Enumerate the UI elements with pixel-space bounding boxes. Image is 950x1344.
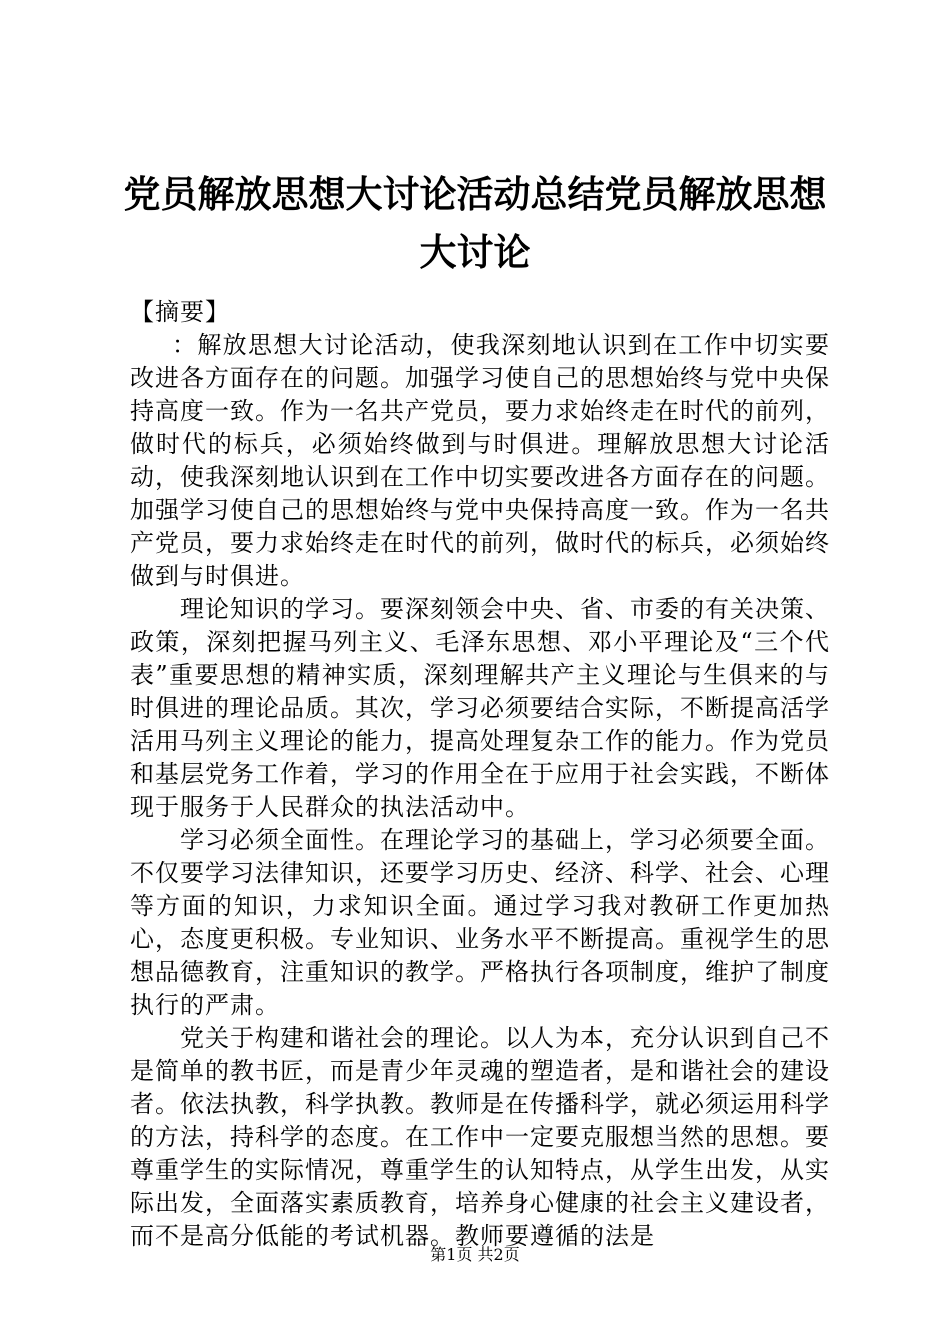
paragraph-summary: ：解放思想大讨论活动，使我深刻地认识到在工作中切实要改进各方面存在的问题。加强学习使自己的思想始终与党中央保持高度一致。作为一名共产党员，要力求始终走在时代的前列，做时代的标兵，必须始终做到与时俱进。理解放思想大讨论活动，使我深刻地认识到在工作中切实要改进各方面存在的问题。加强学习使自己的思想始终与党中央保持高度一致。作为一名共产党员，要力求始终走在时代的前列，做时代的标兵，必须始终做到与时俱进。 <box>130 331 830 590</box>
paragraph-theory-study: 理论知识的学习。要深刻领会中央、省、市委的有关决策、政策，深刻把握马列主义、毛泽东思想、邓小平理论及“三个代表”重要思想的精神实质，深刻理解共产主义理论与生俱来的与时俱进的理论品质。其次，学习必须要结合实际，不断提高活学活用马列主义理论的能力，提高处理复杂工作的能力。作为党员和基层党务工作着，学习的作用全在于应用于社会实践，不断体现于服务于人民群众的执法活动中。 <box>130 595 830 821</box>
page-footer: 第1页 共2页 <box>430 1245 520 1264</box>
summary-label: 【摘要】 <box>130 298 230 326</box>
document-body <box>130 296 830 1253</box>
document-title: 党员解放思想大讨论活动总结党员解放思想大讨论 <box>123 173 827 274</box>
paragraph-harmonious-society: 党关于构建和谐社会的理论。以人为本，充分认识到自己不是简单的教书匠，而是青少年灵魂的塑造者，是和谐社会的建设者。依法执教，科学执教。教师是在传播科学，就必须运用科学的方法，持科学的态度。在工作中一定要克服想当然的思想。要尊重学生的实际情况，尊重学生的认知特点，从学生出发，从实际出发，全面落实素质教育，培养身心健康的社会主义建设者，而不是高分低能的考试机器。教师要遵循的法是 <box>130 1024 830 1250</box>
paragraph-comprehensive-study: 学习必须全面性。在理论学习的基础上，学习必须要全面。不仅要学习法律知识，还要学习历史、经济、科学、社会、心理等方面的知识，力求知识全面。通过学习我对教研工作更加热心，态度更积极。专业知识、业务水平不断提高。重视学生的思想品德教育，注重知识的教学。严格执行各项制度，维护了制度执行的严肃。 <box>130 826 830 1019</box>
